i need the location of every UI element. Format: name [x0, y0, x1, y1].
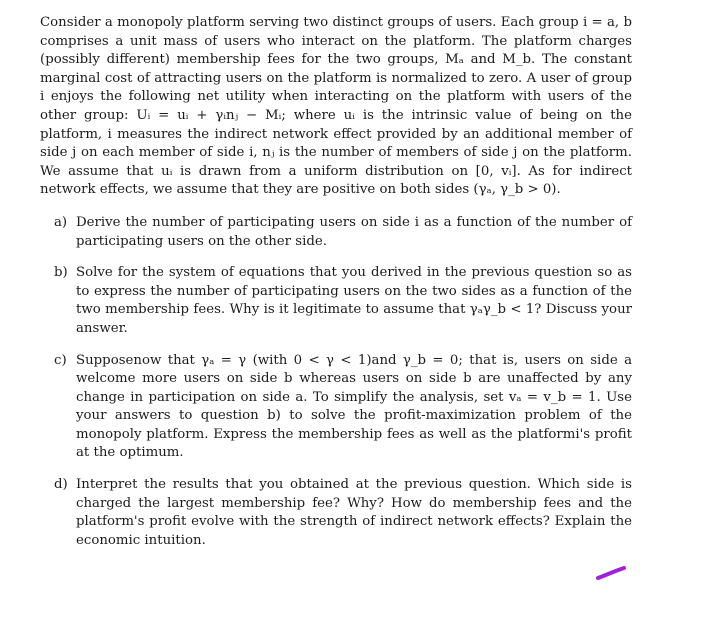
- question-label: c): [54, 352, 67, 368]
- question-list: [40, 214, 632, 551]
- question-text: Derive the number of participating users on side i as a function of the number of participating users on the other side.: [76, 214, 632, 249]
- document-page: [40, 14, 632, 563]
- pen-mark-icon: [596, 566, 626, 580]
- question-a: [40, 214, 632, 251]
- question-text: Supposenow that γₐ = γ (with 0 < γ < 1)and γ_b = 0; that is, users on side a welcome more users on side b whereas users on side b are unaffected by any change in participation on side a. To simplify the analysis, set vₐ = v_b = 1. Use your answers to question b) to solve the profit-maximization problem of the monopoly platform. Express the membership fees as well as the platformi's profit at the optimum.: [76, 352, 632, 461]
- question-label: d): [54, 477, 68, 493]
- question-b: [40, 264, 632, 338]
- question-c: [40, 352, 632, 464]
- question-d: [40, 476, 632, 550]
- question-text: Solve for the system of equations that you derived in the previous question so as to express the number of participating users on the two sides as a function of the two membership fees. Why is it legitimate to assume that γₐγ_b < 1? Discuss your answer.: [76, 265, 632, 336]
- question-label: b): [54, 265, 68, 281]
- question-label: a): [54, 214, 68, 230]
- question-text: Interpret the results that you obtained at the previous question. Which side is charged the largest membership fee? Why? How do membership fees and the platform's profit evolve with the strength of indirect network effects? Explain the economic intuition.: [76, 477, 632, 548]
- intro-paragraph: Consider a monopoly platform serving two distinct groups of users. Each group i = a, b comprises a unit mass of users who interact on the platform. The platform charges (possibly different) membership fees for the two groups, Mₐ and M_b. The constant marginal cost of attracting users on the platform is normalized to zero. A user of group i enjoys the following net utility when interacting on the platform with users of the other group: Uᵢ = uᵢ + γᵢnⱼ − Mᵢ; where uᵢ is the intrinsic value of being on the platform, i measures the indirect network effect provided by an additional member of side j on each member of side i, nⱼ is the number of members of side j on the platform. We assume that uᵢ is drawn from a uniform distribution on [0, vᵢ]. As for indirect network effects, we assume that they are positive on both sides (γₐ, γ_b > 0).: [40, 15, 632, 198]
